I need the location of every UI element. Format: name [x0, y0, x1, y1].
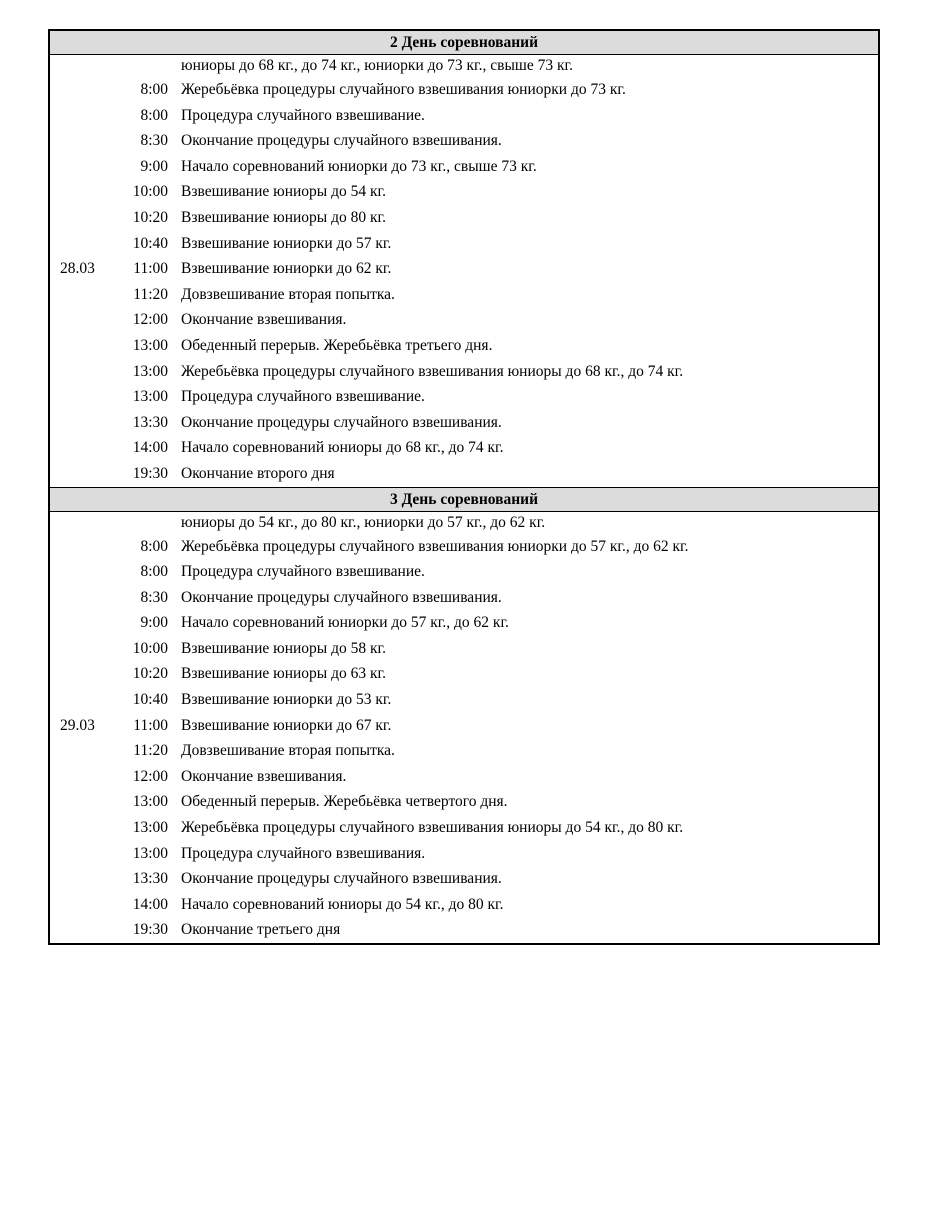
day-date: 28.03: [60, 260, 95, 278]
day-date: 29.03: [60, 716, 95, 734]
schedule-row: [50, 585, 878, 611]
event-description: Начало соревнований юниоры до 68 кг., до 74 кг.: [181, 439, 504, 457]
schedule-row: [50, 713, 878, 739]
event-description: Окончание процедуры случайного взвешивания.: [181, 413, 502, 431]
schedule-row: [50, 534, 878, 560]
event-time: 13:00: [132, 844, 168, 862]
event-time: 13:00: [132, 388, 168, 406]
event-time: 13:00: [132, 336, 168, 354]
event-time: 8:00: [140, 106, 168, 124]
event-description: Жеребьёвка процедуры случайного взвешивания юниорки до 57 кг., до 62 кг.: [181, 537, 689, 555]
event-description: Обеденный перерыв. Жеребьёвка третьего дня.: [181, 336, 493, 354]
schedule-row: [50, 77, 878, 103]
event-description: Окончание третьего дня: [181, 921, 341, 939]
event-description: Начало соревнований юниорки до 73 кг., свыше 73 кг.: [181, 157, 537, 175]
schedule-row: [50, 359, 878, 385]
schedule-row: [50, 815, 878, 841]
event-time: 14:00: [132, 895, 168, 913]
event-description: Начало соревнований юниорки до 57 кг., до 62 кг.: [181, 614, 509, 632]
event-description: Начало соревнований юниоры до 54 кг., до 80 кг.: [181, 895, 504, 913]
event-time: 9:00: [140, 614, 168, 632]
event-description: Довзвешивание вторая попытка.: [181, 742, 395, 760]
event-time: 10:40: [132, 234, 168, 252]
event-description: Взвешивание юниорки до 57 кг.: [181, 234, 392, 252]
event-time: 10:00: [132, 639, 168, 657]
day-schedule: [50, 55, 878, 488]
event-time: 13:00: [132, 362, 168, 380]
event-description: Окончание взвешивания.: [181, 311, 347, 329]
event-time: 14:00: [132, 439, 168, 457]
schedule-row: [50, 103, 878, 129]
schedule-row: [50, 789, 878, 815]
event-description: Обеденный перерыв. Жеребьёвка четвертого дня.: [181, 793, 508, 811]
schedule-row: [50, 738, 878, 764]
event-description: Взвешивание юниоры до 58 кг.: [181, 639, 386, 657]
schedule-row: [50, 610, 878, 636]
categories-row: [50, 512, 878, 534]
event-description: Окончание второго дня: [181, 464, 335, 482]
categories-text: юниоры до 68 кг., до 74 кг., юниорки до 73 кг., свыше 73 кг.: [181, 57, 573, 74]
event-description: Процедура случайного взвешивание.: [181, 106, 425, 124]
schedule-row: [50, 179, 878, 205]
event-description: Взвешивание юниоры до 80 кг.: [181, 208, 386, 226]
event-description: Процедура случайного взвешивания.: [181, 844, 426, 862]
event-time: 10:20: [132, 208, 168, 226]
event-description: Жеребьёвка процедуры случайного взвешивания юниоры до 54 кг., до 80 кг.: [181, 819, 684, 837]
event-time: 10:00: [132, 183, 168, 201]
schedule-row: [50, 661, 878, 687]
event-time: 13:00: [132, 819, 168, 837]
categories-row: [50, 55, 878, 77]
schedule-row: [50, 559, 878, 585]
schedule-row: [50, 205, 878, 231]
event-description: Взвешивание юниорки до 67 кг.: [181, 716, 392, 734]
schedule-row: [50, 333, 878, 359]
schedule-row: [50, 282, 878, 308]
event-time: 19:30: [132, 921, 168, 939]
categories-text: юниоры до 54 кг., до 80 кг., юниорки до 57 кг., до 62 кг.: [181, 513, 546, 531]
event-description: Довзвешивание вторая попытка.: [181, 285, 395, 303]
event-description: Жеребьёвка процедуры случайного взвешивания юниоры до 68 кг., до 74 кг.: [181, 362, 684, 380]
schedule-row: [50, 461, 878, 487]
event-description: Жеребьёвка процедуры случайного взвешивания юниорки до 73 кг.: [181, 81, 626, 98]
event-time: 8:00: [140, 537, 168, 555]
schedule-row: [50, 764, 878, 790]
schedule-row: [50, 256, 878, 282]
event-time: 11:00: [133, 260, 168, 278]
day-header: 3 День соревнований: [50, 488, 878, 512]
schedule-row: [50, 307, 878, 333]
schedule-row: [50, 866, 878, 892]
event-time: 10:20: [132, 665, 168, 683]
event-description: Взвешивание юниоры до 54 кг.: [181, 183, 386, 201]
event-time: 19:30: [132, 464, 168, 482]
event-time: 10:40: [132, 691, 168, 709]
event-description: Окончание процедуры случайного взвешивания.: [181, 132, 502, 150]
schedule-row: [50, 841, 878, 867]
event-time: 13:30: [132, 413, 168, 431]
event-time: 13:00: [132, 793, 168, 811]
schedule-row: [50, 636, 878, 662]
schedule-row: [50, 154, 878, 180]
event-time: 8:00: [140, 563, 168, 581]
event-description: Взвешивание юниоры до 63 кг.: [181, 665, 386, 683]
event-description: Процедура случайного взвешивание.: [181, 563, 425, 581]
schedule-row: [50, 231, 878, 257]
event-description: Окончание взвешивания.: [181, 767, 347, 785]
event-time: 11:20: [133, 742, 168, 760]
schedule-table: [48, 29, 880, 945]
event-time: 11:20: [133, 285, 168, 303]
event-description: Окончание процедуры случайного взвешивания.: [181, 588, 502, 606]
event-time: 12:00: [132, 311, 168, 329]
event-description: Взвешивание юниорки до 62 кг.: [181, 260, 392, 278]
schedule-row: [50, 384, 878, 410]
schedule-row: [50, 435, 878, 461]
event-description: Взвешивание юниорки до 53 кг.: [181, 691, 392, 709]
schedule-row: [50, 410, 878, 436]
event-time: 8:00: [140, 81, 168, 98]
event-time: 12:00: [132, 767, 168, 785]
schedule-row: [50, 128, 878, 154]
event-time: 11:00: [133, 716, 168, 734]
schedule-row: [50, 892, 878, 918]
day-schedule: [50, 512, 878, 944]
event-description: Окончание процедуры случайного взвешивания.: [181, 870, 502, 888]
schedule-row: [50, 687, 878, 713]
event-time: 8:30: [140, 588, 168, 606]
day-header: 2 День соревнований: [50, 31, 878, 55]
event-description: Процедура случайного взвешивание.: [181, 388, 425, 406]
event-time: 9:00: [140, 157, 168, 175]
event-time: 13:30: [132, 870, 168, 888]
schedule-row: [50, 917, 878, 943]
event-time: 8:30: [140, 132, 168, 150]
